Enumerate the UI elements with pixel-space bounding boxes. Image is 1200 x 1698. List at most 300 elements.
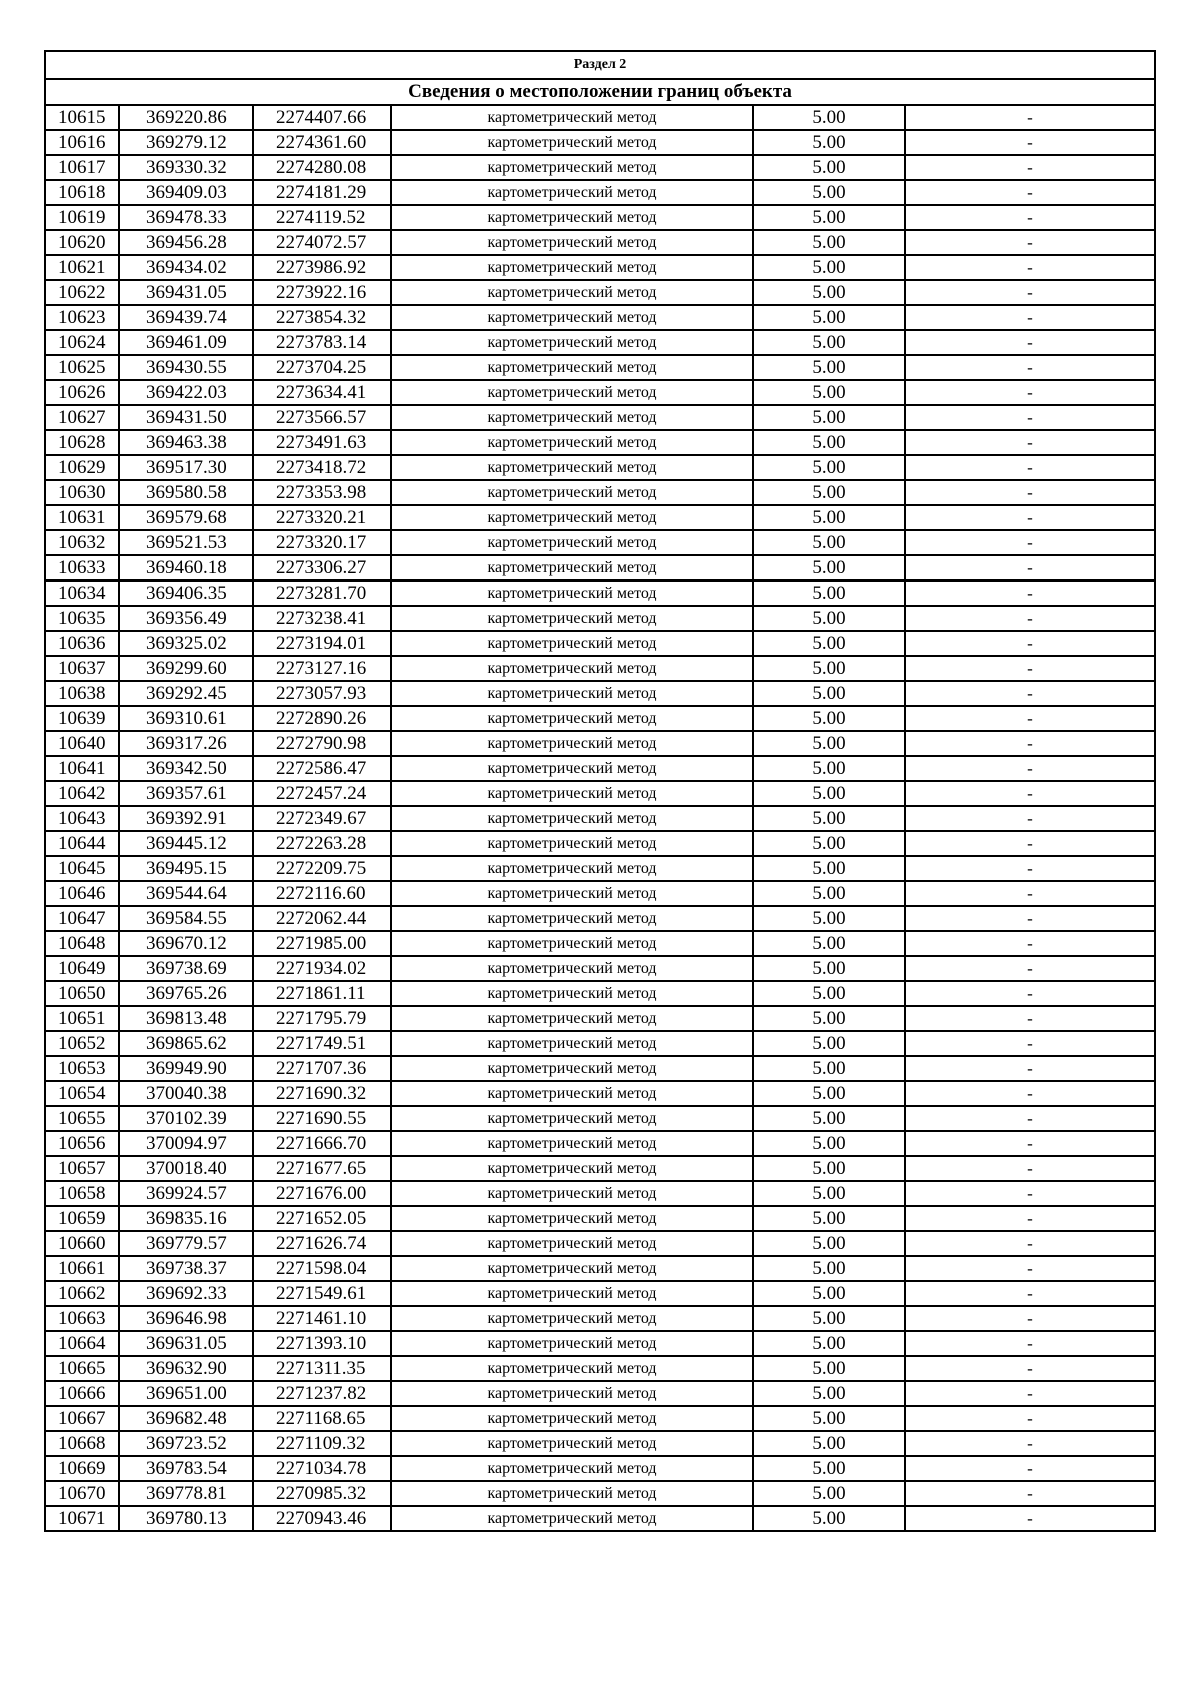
point-number-cell: 10646 bbox=[45, 881, 119, 906]
accuracy-cell: 5.00 bbox=[753, 230, 905, 255]
coordinate-x-cell: 369356.49 bbox=[119, 606, 253, 631]
coordinate-y-cell: 2272790.98 bbox=[253, 731, 391, 756]
coordinate-y-cell: 2270943.46 bbox=[253, 1506, 391, 1531]
accuracy-cell: 5.00 bbox=[753, 1131, 905, 1156]
description-cell: - bbox=[905, 1156, 1155, 1181]
method-cell: картометрический метод bbox=[391, 130, 753, 155]
section-label: Раздел 2 bbox=[45, 51, 1155, 79]
accuracy-cell: 5.00 bbox=[753, 355, 905, 380]
accuracy-cell: 5.00 bbox=[753, 1481, 905, 1506]
method-cell: картометрический метод bbox=[391, 505, 753, 530]
accuracy-cell: 5.00 bbox=[753, 455, 905, 480]
coordinate-x-cell: 369584.55 bbox=[119, 906, 253, 931]
coordinate-x-cell: 369431.50 bbox=[119, 405, 253, 430]
table-row bbox=[45, 881, 1155, 906]
table-row bbox=[45, 1156, 1155, 1181]
description-cell: - bbox=[905, 230, 1155, 255]
accuracy-cell: 5.00 bbox=[753, 581, 905, 607]
coordinate-y-cell: 2274119.52 bbox=[253, 205, 391, 230]
accuracy-cell: 5.00 bbox=[753, 255, 905, 280]
coordinate-x-cell: 369779.57 bbox=[119, 1231, 253, 1256]
table-row bbox=[45, 1306, 1155, 1331]
coordinate-x-cell: 369631.05 bbox=[119, 1331, 253, 1356]
point-number-cell: 10654 bbox=[45, 1081, 119, 1106]
description-cell: - bbox=[905, 831, 1155, 856]
description-cell: - bbox=[905, 781, 1155, 806]
table-row bbox=[45, 1381, 1155, 1406]
description-cell: - bbox=[905, 931, 1155, 956]
description-cell: - bbox=[905, 280, 1155, 305]
method-cell: картометрический метод bbox=[391, 781, 753, 806]
table-row bbox=[45, 180, 1155, 205]
accuracy-cell: 5.00 bbox=[753, 1431, 905, 1456]
accuracy-cell: 5.00 bbox=[753, 1306, 905, 1331]
description-cell: - bbox=[905, 180, 1155, 205]
coordinate-y-cell: 2271934.02 bbox=[253, 956, 391, 981]
table-row bbox=[45, 1331, 1155, 1356]
method-cell: картометрический метод bbox=[391, 756, 753, 781]
description-cell: - bbox=[905, 105, 1155, 130]
accuracy-cell: 5.00 bbox=[753, 1006, 905, 1031]
description-cell: - bbox=[905, 1481, 1155, 1506]
accuracy-cell: 5.00 bbox=[753, 555, 905, 581]
method-cell: картометрический метод bbox=[391, 706, 753, 731]
accuracy-cell: 5.00 bbox=[753, 931, 905, 956]
point-number-cell: 10647 bbox=[45, 906, 119, 931]
method-cell: картометрический метод bbox=[391, 1056, 753, 1081]
table-row bbox=[45, 756, 1155, 781]
table-row bbox=[45, 956, 1155, 981]
table-row bbox=[45, 530, 1155, 555]
table-row bbox=[45, 981, 1155, 1006]
coordinate-y-cell: 2271652.05 bbox=[253, 1206, 391, 1231]
accuracy-cell: 5.00 bbox=[753, 831, 905, 856]
description-cell: - bbox=[905, 455, 1155, 480]
description-cell: - bbox=[905, 756, 1155, 781]
coordinate-x-cell: 369431.05 bbox=[119, 280, 253, 305]
coordinate-x-cell: 369409.03 bbox=[119, 180, 253, 205]
coordinate-y-cell: 2271676.00 bbox=[253, 1181, 391, 1206]
table-row bbox=[45, 1031, 1155, 1056]
coordinate-x-cell: 369924.57 bbox=[119, 1181, 253, 1206]
accuracy-cell: 5.00 bbox=[753, 330, 905, 355]
table-row bbox=[45, 1131, 1155, 1156]
method-cell: картометрический метод bbox=[391, 881, 753, 906]
table-row bbox=[45, 555, 1155, 581]
accuracy-cell: 5.00 bbox=[753, 981, 905, 1006]
description-cell: - bbox=[905, 656, 1155, 681]
accuracy-cell: 5.00 bbox=[753, 1206, 905, 1231]
coordinate-y-cell: 2273854.32 bbox=[253, 305, 391, 330]
coordinate-x-cell: 369765.26 bbox=[119, 981, 253, 1006]
coordinate-y-cell: 2271861.11 bbox=[253, 981, 391, 1006]
point-number-cell: 10648 bbox=[45, 931, 119, 956]
coordinate-x-cell: 369580.58 bbox=[119, 480, 253, 505]
table-row bbox=[45, 1056, 1155, 1081]
coordinate-y-cell: 2273566.57 bbox=[253, 405, 391, 430]
table-row bbox=[45, 505, 1155, 530]
accuracy-cell: 5.00 bbox=[753, 480, 905, 505]
table-row bbox=[45, 255, 1155, 280]
coordinate-x-cell: 369439.74 bbox=[119, 305, 253, 330]
coordinate-y-cell: 2272062.44 bbox=[253, 906, 391, 931]
table-row bbox=[45, 1206, 1155, 1231]
method-cell: картометрический метод bbox=[391, 255, 753, 280]
table-row bbox=[45, 1231, 1155, 1256]
table-row bbox=[45, 806, 1155, 831]
coordinate-y-cell: 2272116.60 bbox=[253, 881, 391, 906]
point-number-cell: 10656 bbox=[45, 1131, 119, 1156]
point-number-cell: 10651 bbox=[45, 1006, 119, 1031]
accuracy-cell: 5.00 bbox=[753, 656, 905, 681]
point-number-cell: 10670 bbox=[45, 1481, 119, 1506]
table-row bbox=[45, 706, 1155, 731]
method-cell: картометрический метод bbox=[391, 806, 753, 831]
section-title: Сведения о местоположении границ объекта bbox=[45, 79, 1155, 105]
accuracy-cell: 5.00 bbox=[753, 1231, 905, 1256]
accuracy-cell: 5.00 bbox=[753, 756, 905, 781]
table-row bbox=[45, 931, 1155, 956]
description-cell: - bbox=[905, 1506, 1155, 1531]
description-cell: - bbox=[905, 430, 1155, 455]
table-row bbox=[45, 305, 1155, 330]
coordinate-y-cell: 2270985.32 bbox=[253, 1481, 391, 1506]
coordinate-y-cell: 2274072.57 bbox=[253, 230, 391, 255]
coordinate-y-cell: 2271985.00 bbox=[253, 931, 391, 956]
method-cell: картометрический метод bbox=[391, 581, 753, 607]
description-cell: - bbox=[905, 731, 1155, 756]
method-cell: картометрический метод bbox=[391, 681, 753, 706]
coordinate-y-cell: 2272586.47 bbox=[253, 756, 391, 781]
method-cell: картометрический метод bbox=[391, 1381, 753, 1406]
coordinate-x-cell: 369317.26 bbox=[119, 731, 253, 756]
section-header-row bbox=[45, 51, 1155, 79]
point-number-cell: 10628 bbox=[45, 430, 119, 455]
accuracy-cell: 5.00 bbox=[753, 1281, 905, 1306]
method-cell: картометрический метод bbox=[391, 931, 753, 956]
point-number-cell: 10649 bbox=[45, 956, 119, 981]
coordinate-y-cell: 2271034.78 bbox=[253, 1456, 391, 1481]
description-cell: - bbox=[905, 1306, 1155, 1331]
method-cell: картометрический метод bbox=[391, 1256, 753, 1281]
table-row bbox=[45, 1481, 1155, 1506]
point-number-cell: 10650 bbox=[45, 981, 119, 1006]
table-row bbox=[45, 1181, 1155, 1206]
description-cell: - bbox=[905, 1431, 1155, 1456]
table-row bbox=[45, 355, 1155, 380]
method-cell: картометрический метод bbox=[391, 555, 753, 581]
coordinate-y-cell: 2271168.65 bbox=[253, 1406, 391, 1431]
coordinate-y-cell: 2272457.24 bbox=[253, 781, 391, 806]
table-row bbox=[45, 1431, 1155, 1456]
coordinate-x-cell: 369579.68 bbox=[119, 505, 253, 530]
point-number-cell: 10641 bbox=[45, 756, 119, 781]
accuracy-cell: 5.00 bbox=[753, 380, 905, 405]
method-cell: картометрический метод bbox=[391, 105, 753, 130]
coordinate-x-cell: 369646.98 bbox=[119, 1306, 253, 1331]
coordinate-y-cell: 2274361.60 bbox=[253, 130, 391, 155]
coordinate-x-cell: 369521.53 bbox=[119, 530, 253, 555]
accuracy-cell: 5.00 bbox=[753, 280, 905, 305]
method-cell: картометрический метод bbox=[391, 1081, 753, 1106]
description-cell: - bbox=[905, 806, 1155, 831]
point-number-cell: 10626 bbox=[45, 380, 119, 405]
table-row bbox=[45, 681, 1155, 706]
accuracy-cell: 5.00 bbox=[753, 1381, 905, 1406]
table-row bbox=[45, 480, 1155, 505]
coordinate-y-cell: 2271707.36 bbox=[253, 1056, 391, 1081]
coordinate-x-cell: 369299.60 bbox=[119, 656, 253, 681]
table-row bbox=[45, 1006, 1155, 1031]
coordinate-y-cell: 2273194.01 bbox=[253, 631, 391, 656]
accuracy-cell: 5.00 bbox=[753, 856, 905, 881]
coordinate-x-cell: 369544.64 bbox=[119, 881, 253, 906]
accuracy-cell: 5.00 bbox=[753, 1156, 905, 1181]
accuracy-cell: 5.00 bbox=[753, 1331, 905, 1356]
boundary-table bbox=[44, 50, 1156, 1532]
accuracy-cell: 5.00 bbox=[753, 631, 905, 656]
method-cell: картометрический метод bbox=[391, 981, 753, 1006]
coordinate-y-cell: 2274280.08 bbox=[253, 155, 391, 180]
coordinate-x-cell: 369330.32 bbox=[119, 155, 253, 180]
coordinate-y-cell: 2273418.72 bbox=[253, 455, 391, 480]
point-number-cell: 10623 bbox=[45, 305, 119, 330]
coordinate-y-cell: 2274181.29 bbox=[253, 180, 391, 205]
table-row bbox=[45, 1356, 1155, 1381]
method-cell: картометрический метод bbox=[391, 1206, 753, 1231]
method-cell: картометрический метод bbox=[391, 430, 753, 455]
coordinate-x-cell: 369357.61 bbox=[119, 781, 253, 806]
method-cell: картометрический метод bbox=[391, 1031, 753, 1056]
description-cell: - bbox=[905, 581, 1155, 607]
coordinate-y-cell: 2271626.74 bbox=[253, 1231, 391, 1256]
coordinate-x-cell: 369692.33 bbox=[119, 1281, 253, 1306]
description-cell: - bbox=[905, 956, 1155, 981]
coordinate-y-cell: 2273491.63 bbox=[253, 430, 391, 455]
point-number-cell: 10666 bbox=[45, 1381, 119, 1406]
point-number-cell: 10638 bbox=[45, 681, 119, 706]
accuracy-cell: 5.00 bbox=[753, 530, 905, 555]
accuracy-cell: 5.00 bbox=[753, 606, 905, 631]
coordinate-y-cell: 2273922.16 bbox=[253, 280, 391, 305]
coordinate-y-cell: 2273320.17 bbox=[253, 530, 391, 555]
method-cell: картометрический метод bbox=[391, 1356, 753, 1381]
table-row bbox=[45, 205, 1155, 230]
description-cell: - bbox=[905, 1181, 1155, 1206]
point-number-cell: 10627 bbox=[45, 405, 119, 430]
coordinate-y-cell: 2273704.25 bbox=[253, 355, 391, 380]
coordinate-x-cell: 369463.38 bbox=[119, 430, 253, 455]
description-cell: - bbox=[905, 631, 1155, 656]
method-cell: картометрический метод bbox=[391, 155, 753, 180]
description-cell: - bbox=[905, 906, 1155, 931]
coordinate-x-cell: 369949.90 bbox=[119, 1056, 253, 1081]
accuracy-cell: 5.00 bbox=[753, 1356, 905, 1381]
method-cell: картометрический метод bbox=[391, 1006, 753, 1031]
coordinate-y-cell: 2273353.98 bbox=[253, 480, 391, 505]
point-number-cell: 10662 bbox=[45, 1281, 119, 1306]
coordinate-x-cell: 369456.28 bbox=[119, 230, 253, 255]
coordinate-y-cell: 2271795.79 bbox=[253, 1006, 391, 1031]
coordinate-x-cell: 369325.02 bbox=[119, 631, 253, 656]
description-cell: - bbox=[905, 355, 1155, 380]
method-cell: картометрический метод bbox=[391, 405, 753, 430]
coordinate-x-cell: 369434.02 bbox=[119, 255, 253, 280]
accuracy-cell: 5.00 bbox=[753, 1031, 905, 1056]
coordinate-x-cell: 369670.12 bbox=[119, 931, 253, 956]
accuracy-cell: 5.00 bbox=[753, 781, 905, 806]
description-cell: - bbox=[905, 505, 1155, 530]
coordinate-x-cell: 369723.52 bbox=[119, 1431, 253, 1456]
description-cell: - bbox=[905, 1456, 1155, 1481]
table-row bbox=[45, 130, 1155, 155]
point-number-cell: 10665 bbox=[45, 1356, 119, 1381]
point-number-cell: 10663 bbox=[45, 1306, 119, 1331]
coordinate-y-cell: 2272263.28 bbox=[253, 831, 391, 856]
accuracy-cell: 5.00 bbox=[753, 205, 905, 230]
method-cell: картометрический метод bbox=[391, 906, 753, 931]
method-cell: картометрический метод bbox=[391, 455, 753, 480]
accuracy-cell: 5.00 bbox=[753, 1256, 905, 1281]
accuracy-cell: 5.00 bbox=[753, 1406, 905, 1431]
method-cell: картометрический метод bbox=[391, 1406, 753, 1431]
coordinate-x-cell: 369517.30 bbox=[119, 455, 253, 480]
coordinate-x-cell: 369651.00 bbox=[119, 1381, 253, 1406]
table-row bbox=[45, 1256, 1155, 1281]
coordinate-x-cell: 369778.81 bbox=[119, 1481, 253, 1506]
accuracy-cell: 5.00 bbox=[753, 956, 905, 981]
method-cell: картометрический метод bbox=[391, 1131, 753, 1156]
method-cell: картометрический метод bbox=[391, 1481, 753, 1506]
method-cell: картометрический метод bbox=[391, 1181, 753, 1206]
description-cell: - bbox=[905, 155, 1155, 180]
table-row bbox=[45, 731, 1155, 756]
point-number-cell: 10630 bbox=[45, 480, 119, 505]
point-number-cell: 10644 bbox=[45, 831, 119, 856]
method-cell: картометрический метод bbox=[391, 831, 753, 856]
point-number-cell: 10660 bbox=[45, 1231, 119, 1256]
coordinate-y-cell: 2273057.93 bbox=[253, 681, 391, 706]
coordinate-x-cell: 369392.91 bbox=[119, 806, 253, 831]
accuracy-cell: 5.00 bbox=[753, 1106, 905, 1131]
method-cell: картометрический метод bbox=[391, 1306, 753, 1331]
point-number-cell: 10635 bbox=[45, 606, 119, 631]
coordinate-x-cell: 369422.03 bbox=[119, 380, 253, 405]
accuracy-cell: 5.00 bbox=[753, 1456, 905, 1481]
coordinate-x-cell: 369783.54 bbox=[119, 1456, 253, 1481]
coordinate-x-cell: 369292.45 bbox=[119, 681, 253, 706]
coordinate-y-cell: 2271598.04 bbox=[253, 1256, 391, 1281]
description-cell: - bbox=[905, 480, 1155, 505]
point-number-cell: 10669 bbox=[45, 1456, 119, 1481]
point-number-cell: 10616 bbox=[45, 130, 119, 155]
point-number-cell: 10642 bbox=[45, 781, 119, 806]
accuracy-cell: 5.00 bbox=[753, 430, 905, 455]
point-number-cell: 10645 bbox=[45, 856, 119, 881]
description-cell: - bbox=[905, 555, 1155, 581]
method-cell: картометрический метод bbox=[391, 355, 753, 380]
coordinate-x-cell: 369813.48 bbox=[119, 1006, 253, 1031]
point-number-cell: 10629 bbox=[45, 455, 119, 480]
accuracy-cell: 5.00 bbox=[753, 881, 905, 906]
point-number-cell: 10619 bbox=[45, 205, 119, 230]
coordinate-x-cell: 369279.12 bbox=[119, 130, 253, 155]
point-number-cell: 10625 bbox=[45, 355, 119, 380]
accuracy-cell: 5.00 bbox=[753, 180, 905, 205]
accuracy-cell: 5.00 bbox=[753, 681, 905, 706]
coordinate-x-cell: 369495.15 bbox=[119, 856, 253, 881]
coordinate-x-cell: 369342.50 bbox=[119, 756, 253, 781]
accuracy-cell: 5.00 bbox=[753, 1081, 905, 1106]
method-cell: картометрический метод bbox=[391, 480, 753, 505]
accuracy-cell: 5.00 bbox=[753, 405, 905, 430]
accuracy-cell: 5.00 bbox=[753, 505, 905, 530]
method-cell: картометрический метод bbox=[391, 956, 753, 981]
point-number-cell: 10639 bbox=[45, 706, 119, 731]
table-row bbox=[45, 430, 1155, 455]
accuracy-cell: 5.00 bbox=[753, 155, 905, 180]
point-number-cell: 10671 bbox=[45, 1506, 119, 1531]
table-row bbox=[45, 581, 1155, 607]
coordinate-x-cell: 369632.90 bbox=[119, 1356, 253, 1381]
point-number-cell: 10632 bbox=[45, 530, 119, 555]
section-title-row bbox=[45, 79, 1155, 105]
accuracy-cell: 5.00 bbox=[753, 706, 905, 731]
table-row bbox=[45, 606, 1155, 631]
point-number-cell: 10655 bbox=[45, 1106, 119, 1131]
coordinate-y-cell: 2273127.16 bbox=[253, 656, 391, 681]
table-row bbox=[45, 1106, 1155, 1131]
method-cell: картометрический метод bbox=[391, 205, 753, 230]
table-row bbox=[45, 856, 1155, 881]
description-cell: - bbox=[905, 1256, 1155, 1281]
coordinate-x-cell: 369738.69 bbox=[119, 956, 253, 981]
coordinate-y-cell: 2273320.21 bbox=[253, 505, 391, 530]
coordinate-y-cell: 2272890.26 bbox=[253, 706, 391, 731]
coordinate-x-cell: 369461.09 bbox=[119, 330, 253, 355]
point-number-cell: 10636 bbox=[45, 631, 119, 656]
table-row bbox=[45, 1506, 1155, 1531]
coordinate-x-cell: 369738.37 bbox=[119, 1256, 253, 1281]
coordinate-x-cell: 369682.48 bbox=[119, 1406, 253, 1431]
table-row bbox=[45, 906, 1155, 931]
accuracy-cell: 5.00 bbox=[753, 130, 905, 155]
point-number-cell: 10643 bbox=[45, 806, 119, 831]
table-row bbox=[45, 631, 1155, 656]
coordinate-x-cell: 369478.33 bbox=[119, 205, 253, 230]
coordinate-y-cell: 2272349.67 bbox=[253, 806, 391, 831]
description-cell: - bbox=[905, 981, 1155, 1006]
coordinate-y-cell: 2271109.32 bbox=[253, 1431, 391, 1456]
description-cell: - bbox=[905, 205, 1155, 230]
point-number-cell: 10658 bbox=[45, 1181, 119, 1206]
point-number-cell: 10631 bbox=[45, 505, 119, 530]
accuracy-cell: 5.00 bbox=[753, 1056, 905, 1081]
method-cell: картометрический метод bbox=[391, 305, 753, 330]
method-cell: картометрический метод bbox=[391, 180, 753, 205]
point-number-cell: 10664 bbox=[45, 1331, 119, 1356]
method-cell: картометрический метод bbox=[391, 1281, 753, 1306]
table-row bbox=[45, 280, 1155, 305]
coordinate-x-cell: 369220.86 bbox=[119, 105, 253, 130]
coordinate-y-cell: 2271666.70 bbox=[253, 1131, 391, 1156]
method-cell: картометрический метод bbox=[391, 1231, 753, 1256]
description-cell: - bbox=[905, 130, 1155, 155]
point-number-cell: 10653 bbox=[45, 1056, 119, 1081]
description-cell: - bbox=[905, 1106, 1155, 1131]
coordinate-y-cell: 2273986.92 bbox=[253, 255, 391, 280]
coordinate-y-cell: 2271237.82 bbox=[253, 1381, 391, 1406]
